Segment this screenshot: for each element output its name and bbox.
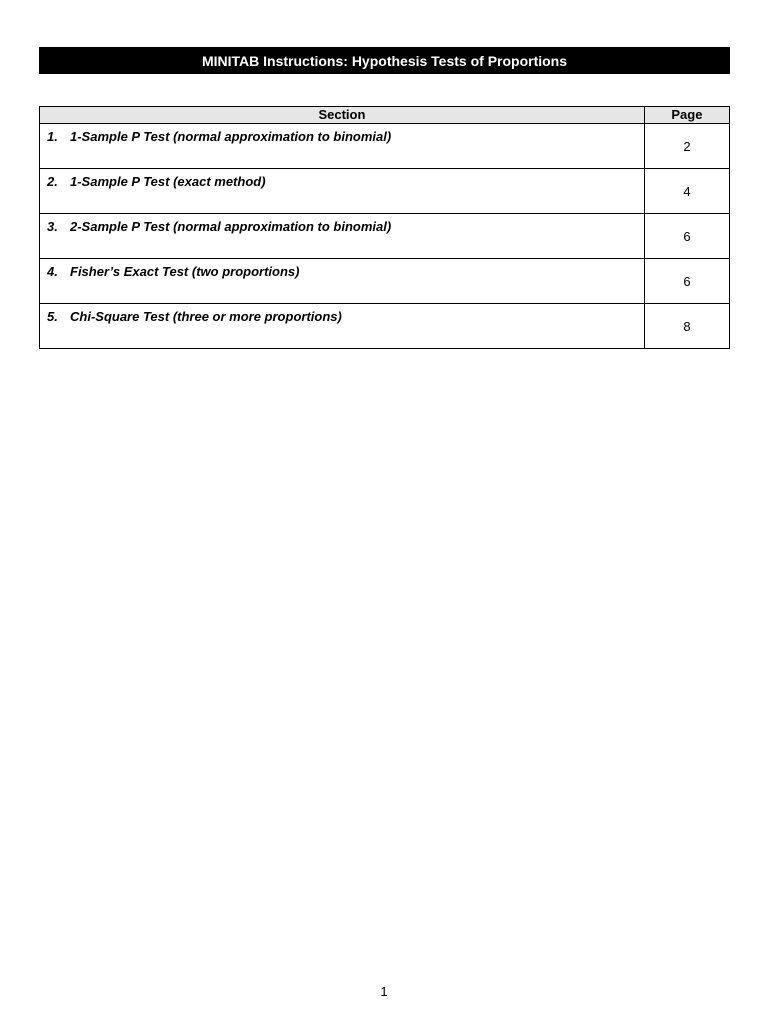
toc-section-number: 2. bbox=[47, 174, 58, 189]
toc-page-number: 6 bbox=[644, 259, 729, 304]
toc-section-cell bbox=[40, 124, 645, 169]
table-row bbox=[40, 124, 730, 169]
toc-section-number: 3. bbox=[47, 219, 58, 234]
table-row bbox=[40, 214, 730, 259]
page-number: 1 bbox=[380, 984, 388, 999]
document-title bbox=[39, 47, 730, 74]
toc-section-cell bbox=[40, 214, 645, 259]
toc-section-label: Fisher’s Exact Test (two proportions) bbox=[70, 264, 300, 279]
toc-section-number: 1. bbox=[47, 129, 58, 144]
table-row bbox=[40, 169, 730, 214]
toc-section-cell bbox=[40, 304, 645, 349]
table-of-contents bbox=[39, 106, 730, 349]
table-row bbox=[40, 304, 730, 349]
toc-section-cell bbox=[40, 169, 645, 214]
toc-section-label: 1-Sample P Test (normal approximation to binomial) bbox=[70, 129, 392, 144]
toc-section-cell bbox=[40, 259, 645, 304]
toc-section-label: Chi-Square Test (three or more proportions) bbox=[70, 309, 342, 324]
toc-section-number: 5. bbox=[47, 309, 58, 324]
toc-header-row bbox=[40, 107, 730, 124]
toc-page-number: 4 bbox=[644, 169, 729, 214]
toc-header-page: Page bbox=[644, 107, 729, 124]
toc-section-label: 1-Sample P Test (exact method) bbox=[70, 174, 266, 189]
toc-page-number: 2 bbox=[644, 124, 729, 169]
table-row bbox=[40, 259, 730, 304]
toc-page-number: 8 bbox=[644, 304, 729, 349]
toc-section-label: 2-Sample P Test (normal approximation to binomial) bbox=[70, 219, 392, 234]
document-title-text: MINITAB Instructions: Hypothesis Tests of Proportions bbox=[201, 52, 568, 69]
toc-section-number: 4. bbox=[47, 264, 58, 279]
toc-page-number: 6 bbox=[644, 214, 729, 259]
toc-header-section: Section bbox=[40, 107, 645, 124]
